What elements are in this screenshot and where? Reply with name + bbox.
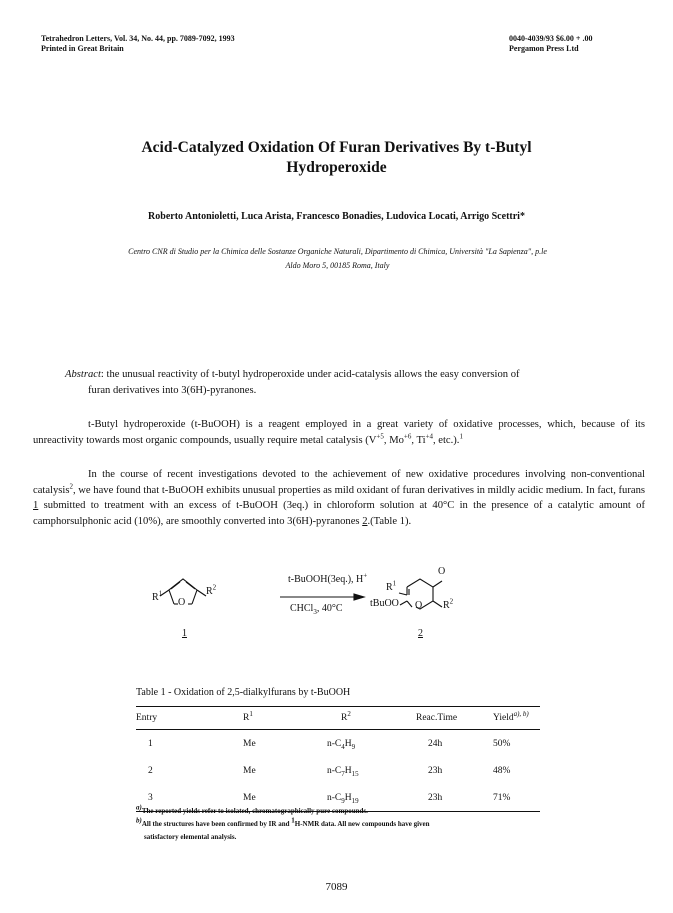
- paragraph-1: [33, 417, 645, 448]
- charge-v: +5: [376, 431, 384, 440]
- header-r2: $R^2$: [323, 707, 416, 730]
- results-table: [136, 706, 540, 812]
- printed-in-line: Printed in Great Britain: [41, 44, 124, 53]
- compound-2-ref: 2: [362, 515, 368, 527]
- issn-price-line: 0040-4039/93 $6.00 + .00: [509, 34, 593, 43]
- reagent-top: t-BuOOH(3eq.), H+: [288, 571, 368, 585]
- table-caption: Table 1 - Oxidation of 2,5-dialkylfurans by t-BuOOH: [136, 687, 351, 698]
- cell-r2: $n-C_4H_9$: [327, 738, 356, 751]
- reference-2: 2: [69, 481, 73, 490]
- cell-yield: 71%: [493, 784, 540, 812]
- header-time-text: Reac.Time: [416, 713, 458, 723]
- table-footnotes: [136, 805, 546, 844]
- furan-oxygen: O: [178, 597, 186, 608]
- header-r1: $R^1$: [243, 707, 323, 730]
- title-line-1: Acid-Catalyzed Oxidation Of Furan Derivatives By t-Butyl: [141, 139, 532, 156]
- r1-label-furan: $R^1$: [152, 589, 163, 603]
- para2-text-a: In the course of recent investigations devoted to the achievement of new oxidative procedures involving non-conventional catalysis: [33, 469, 645, 496]
- footnote-b-text-2: satisfactory elemental analysis.: [144, 833, 237, 841]
- affiliation: [40, 245, 635, 273]
- compound-1-ref: 1: [33, 500, 39, 511]
- cell-time: 23h: [428, 765, 443, 776]
- affiliation-line-1: Centro CNR di Studio per la Chimica delle Sostanze Organiche Naturali, Dipartimento di Chimica, Università "La Sapienza", p.le: [128, 247, 547, 256]
- table-row: [136, 757, 540, 784]
- charge-mo: +6: [403, 431, 412, 440]
- para2-text-d: .(Table 1).: [367, 515, 412, 527]
- header-entry: [136, 707, 243, 730]
- footnote-a: [136, 805, 546, 818]
- r2-label-furan: $R^2$: [206, 583, 217, 597]
- table-row: [136, 730, 540, 758]
- paragraph-2: [33, 467, 645, 529]
- affiliation-line-2: Aldo Moro 5, 00185 Roma, Italy: [285, 261, 390, 270]
- reaction-arrow: [280, 594, 364, 600]
- cell-r1: Me: [243, 738, 256, 749]
- citation-line: Tetrahedron Letters, Vol. 34, No. 44, pp. 7089-7092, 1993: [41, 34, 235, 43]
- cell-entry: 1: [148, 738, 153, 749]
- yield-footnote-marks: a), b): [513, 709, 529, 718]
- reagent-bottom: CHCl$_3$, 40°C: [290, 603, 343, 616]
- cell-time: 24h: [428, 738, 443, 749]
- r1-label-pyranone: $R^1$: [386, 579, 397, 593]
- cell-yield: 48%: [493, 765, 511, 776]
- tbuoo-label: tBuOO: [370, 598, 399, 609]
- cell-r2: $n-C_7H_{15}$: [327, 765, 359, 778]
- footnote-b-mark: b): [136, 816, 142, 825]
- cell-r2: $n-C_9H_{19}$: [323, 784, 416, 812]
- footnote-a-mark: a): [136, 803, 142, 812]
- cell-yield: 50%: [493, 738, 511, 749]
- r2-label-pyranone: $R^2$: [443, 597, 454, 611]
- carbonyl-oxygen: O: [438, 566, 446, 577]
- para1-tail: , etc.).: [432, 434, 460, 446]
- header-entry-text: Entry: [136, 713, 158, 723]
- para2-text-c: submitted to treatment with an excess of t-BuOOH (3eq.) in chloroform solution at 40°C in the presence of a catalytic amount of camphorsulphonic acid (10%), are smoothly converted into 3(6H)-pyranones: [33, 500, 645, 527]
- paper-title: [0, 138, 673, 178]
- abstract-text-line-2: furan derivatives into 3(6H)-pyranones.: [88, 384, 257, 396]
- cell-entry: 3: [136, 784, 243, 812]
- price-info: [509, 34, 592, 54]
- para1-sep-2: , Ti: [411, 434, 426, 446]
- publisher-line: Pergamon Press Ltd: [509, 44, 579, 53]
- para2-text-b: , we have found that t-BuOOH exhibits unusual properties as mild oxidant of furan derivatives in mildly acidic medium. In fact, furans: [72, 484, 645, 496]
- reference-1: 1: [459, 431, 463, 440]
- compound-2-label: 2: [418, 628, 423, 639]
- cell-r1: Me: [243, 765, 256, 776]
- table-header-row: [136, 707, 540, 730]
- title-line-2: Hydroperoxide: [286, 159, 387, 176]
- abstract: [33, 367, 645, 398]
- header-yield: [493, 707, 540, 730]
- footnote-a-text: The reported yields refer to isolated, chromatographically pure compounds.: [141, 807, 368, 815]
- pyranone-oxygen: O: [415, 600, 423, 611]
- cell-r1: Me: [243, 784, 323, 812]
- authors: Roberto Antonioletti, Luca Arista, Francesco Bonadies, Ludovica Locati, Arrigo Scettri*: [148, 211, 525, 222]
- abstract-label: Abstract: [65, 369, 101, 380]
- journal-citation: [41, 34, 235, 54]
- header-time: [416, 707, 493, 730]
- charge-ti: +4: [425, 431, 433, 440]
- cell-entry: 2: [148, 765, 153, 776]
- cell-time: 23h: [416, 784, 493, 812]
- reaction-scheme: [150, 560, 550, 650]
- para1-text: t-Butyl hydroperoxide (t-BuOOH) is a reagent employed in a great variety of oxidative processes, which, because of its unreactivity towards most organic compounds, usually require metal catalysis (V: [33, 419, 645, 446]
- header-yield-text: Yield: [493, 713, 514, 723]
- footnote-b: $^{b)}$All the structures have been confirmed by IR and $^1$H-NMR data. All new compounds have given: [136, 816, 430, 828]
- para1-sep-1: , Mo: [383, 434, 404, 446]
- page-number: 7089: [325, 881, 348, 893]
- abstract-text: : the unusual reactivity of t-butyl hydroperoxide under acid-catalysis allows the easy conversion of: [100, 369, 520, 380]
- compound-1-label: 1: [182, 628, 187, 639]
